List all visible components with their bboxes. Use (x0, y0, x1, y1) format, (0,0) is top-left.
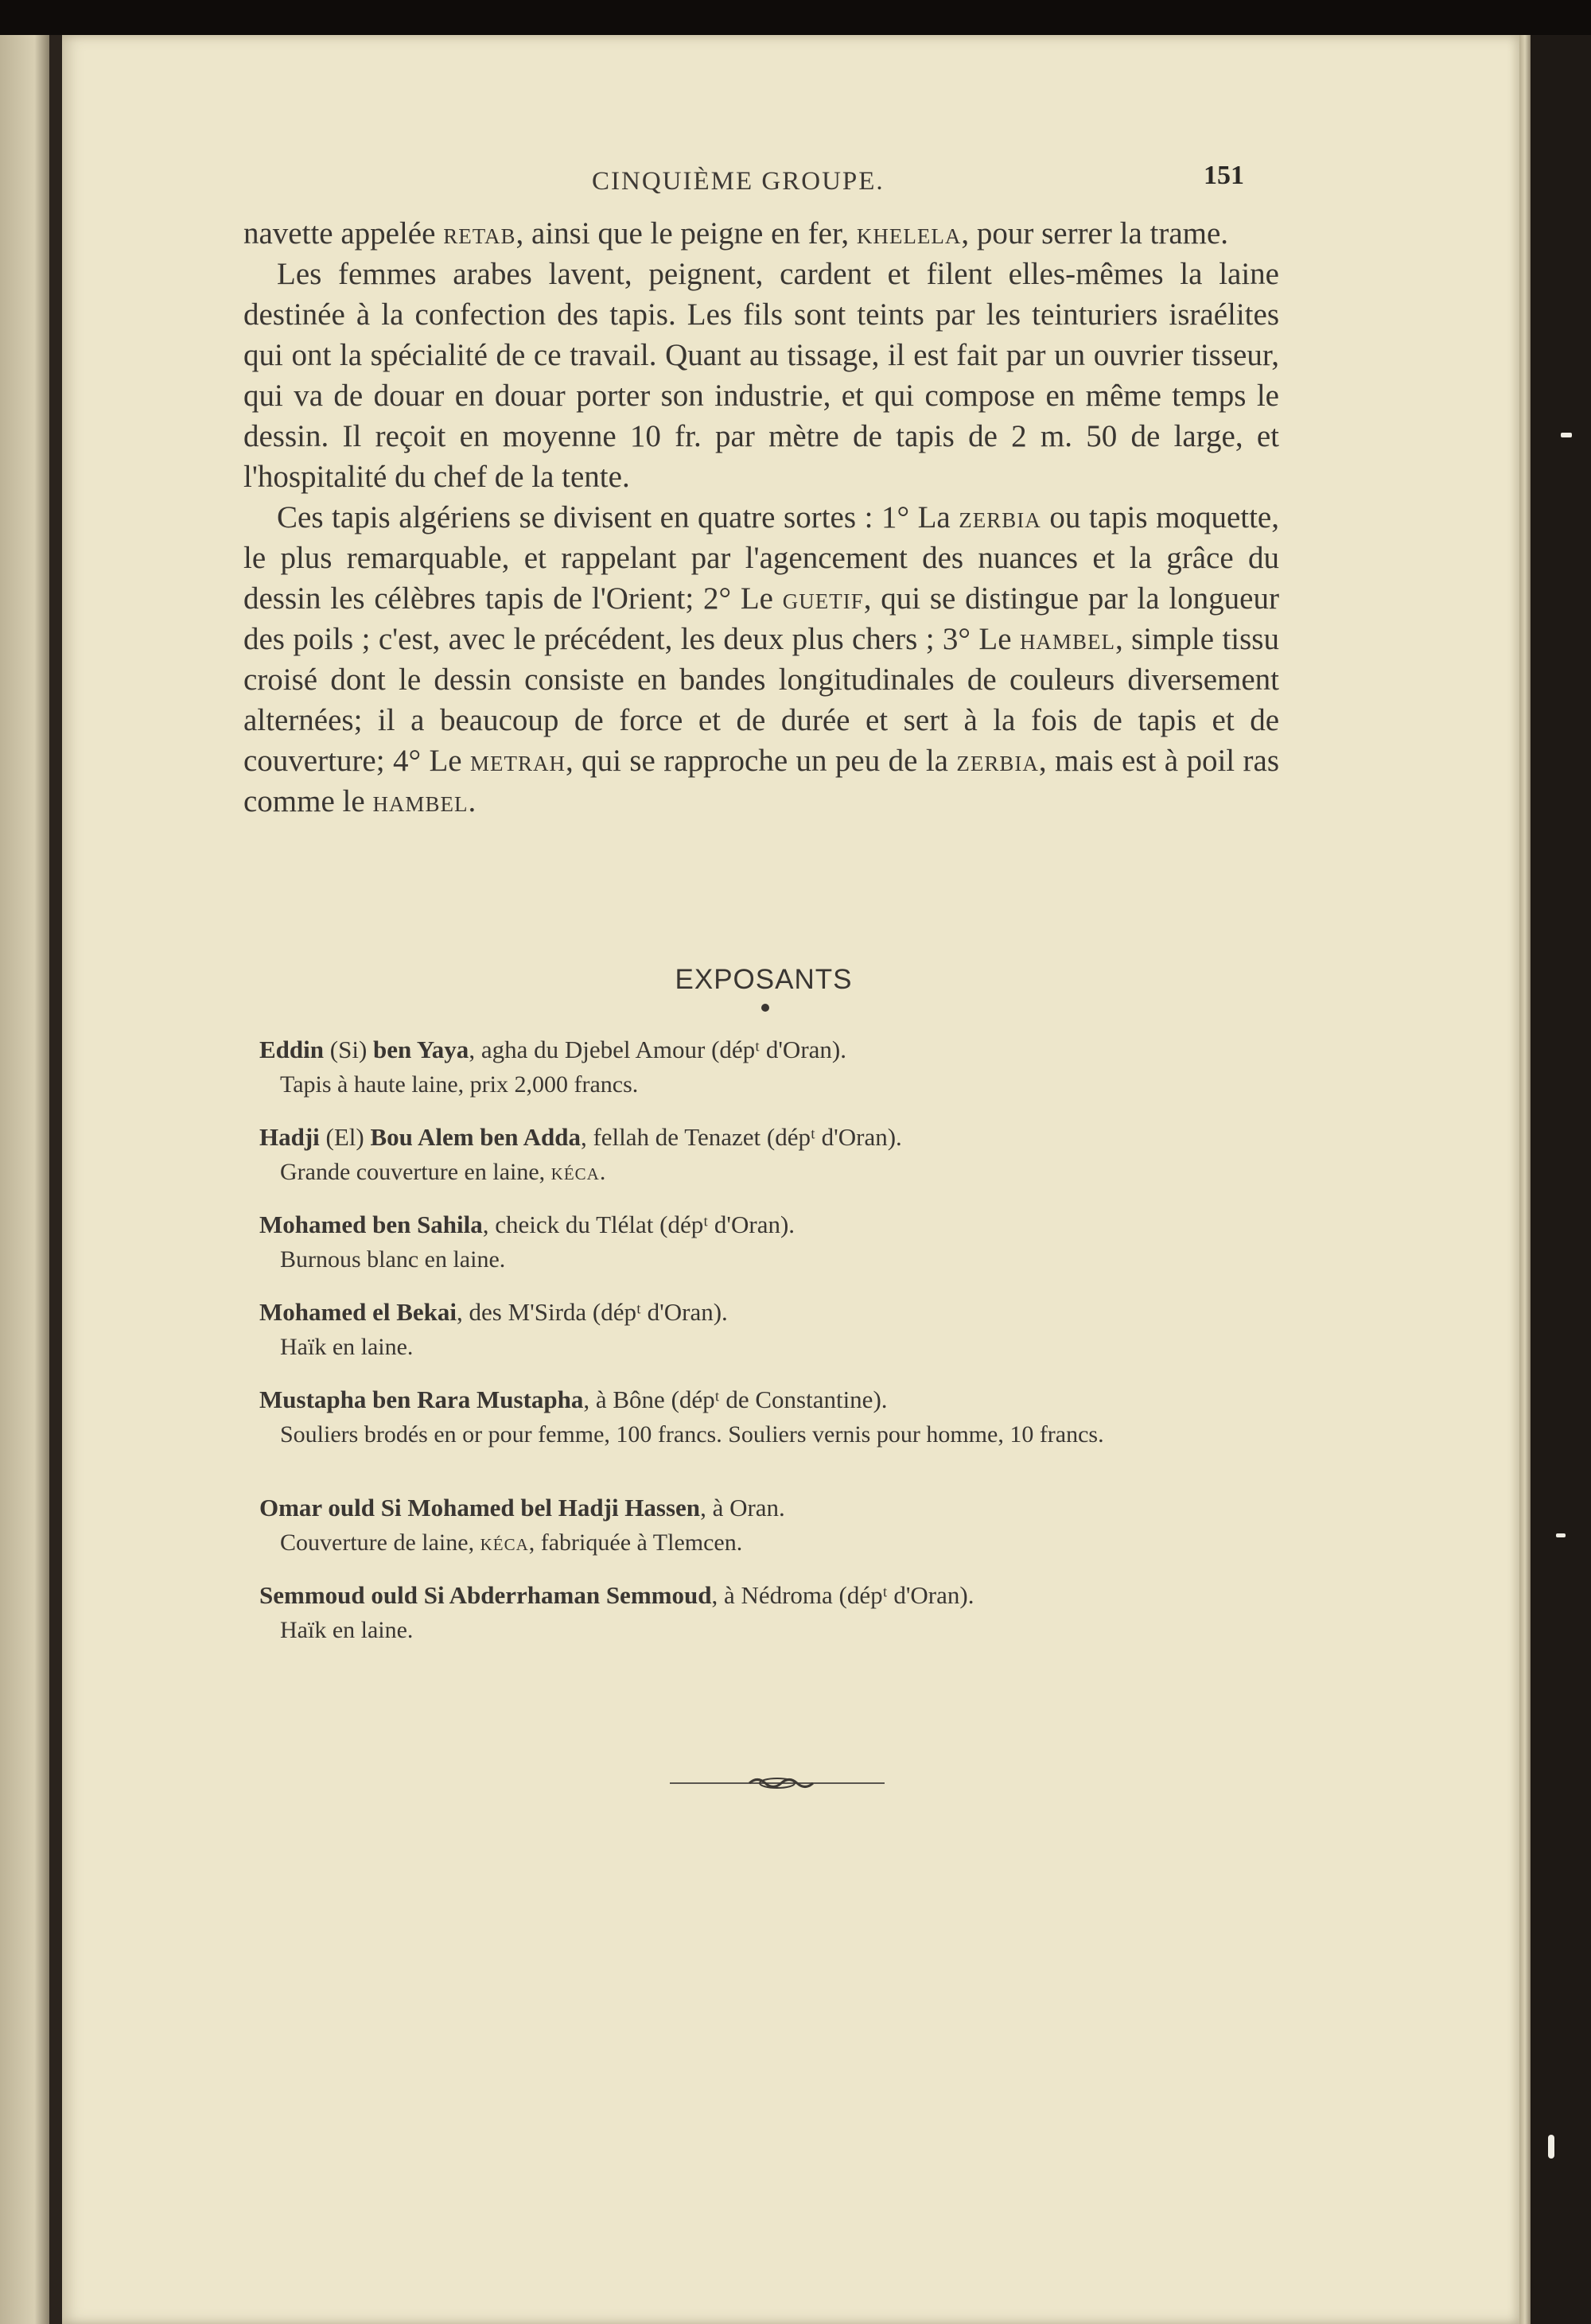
body-paragraph (243, 254, 1279, 497)
text-run: Souliers brodés en or pour femme, 100 francs. Souliers vernis pour homme, 10 francs. (280, 1421, 1104, 1448)
scan-mark (1556, 1533, 1566, 1537)
exhibitor-description (259, 1155, 1293, 1190)
exhibitor-name: Eddin (259, 1036, 325, 1063)
exhibitor-location: , fellah de Tenazet (dépᵗ d'Oran). (580, 1123, 902, 1151)
exhibitor-heading (259, 1295, 1293, 1330)
exhibitor-heading (259, 1032, 1293, 1067)
exhibitor-name: Mustapha ben Rara Mustapha (259, 1385, 584, 1413)
exhibitor-name: Omar ould Si Mohamed bel Hadji Hassen (259, 1494, 701, 1521)
body-paragraph (243, 497, 1279, 822)
small-caps-term: kéca (550, 1159, 600, 1185)
exhibitor-title: (El) (319, 1123, 371, 1151)
page-edge (1519, 35, 1531, 2324)
exhibitor-name: Bou Alem ben Adda (370, 1123, 581, 1151)
exhibitor-heading (259, 1120, 1293, 1155)
exhibitor-entry (259, 1490, 1293, 1560)
exhibitor-location: , à Nédroma (dépᵗ d'Oran). (711, 1581, 974, 1609)
exhibitor-name: Mohamed ben Sahila (259, 1211, 483, 1238)
text-run: Grande couverture en laine, (280, 1159, 551, 1185)
exhibitor-heading (259, 1578, 1293, 1613)
exhibitor-entry (259, 1032, 1293, 1102)
exhibitor-location: , à Bône (dépᵗ de Constantine). (583, 1385, 888, 1413)
exhibitor-description (259, 1417, 1293, 1452)
running-head: CINQUIÈME GROUPE. (592, 167, 885, 196)
exhibitor-entry (259, 1207, 1293, 1277)
text-run: Tapis à haute laine, prix 2,000 francs. (280, 1071, 639, 1098)
exhibitor-description (259, 1613, 1293, 1648)
text-run: ou tapis moquette, le plus remarquable, et rappelant par l'agencement des nuances et la grâce du dessin les célèbres tapis de l'Orient; 2° Le (243, 500, 1279, 616)
text-run: , pour serrer la trame. (961, 216, 1229, 251)
text-run: Ces tapis algériens se divisent en quatre sortes : 1° La (277, 500, 959, 534)
page-number: 151 (1204, 161, 1244, 190)
scan-background-right (1531, 35, 1591, 2324)
text-run: , fabriquée à Tlemcen. (528, 1529, 743, 1556)
exhibitor-location: , à Oran. (700, 1494, 785, 1521)
text-run: Couverture de laine, (280, 1529, 480, 1556)
text-run: Haïk en laine. (280, 1334, 414, 1360)
text-run: Haïk en laine. (280, 1617, 414, 1643)
text-run: , qui se rapproche un peu de la (565, 744, 957, 778)
section-heading: EXPOSANTS (675, 964, 853, 995)
exhibitor-heading (259, 1382, 1293, 1417)
exhibitor-name: ben Yaya (373, 1036, 469, 1063)
exhibitor-entry (259, 1578, 1293, 1648)
text-run: navette appelée (243, 216, 444, 251)
text-run: , simple tissu croisé dont le dessin consiste en bandes longitudinales de couleurs diversement alternées; il a beaucoup de force et de durée et sert à la fois de tapis et de couverture; 4° Le (243, 622, 1279, 778)
text-run: Les femmes arabes lavent, peignent, cardent et filent elles-mêmes la laine destinée à la confection des tapis. Les fils sont teints par les teinturiers israélites qui ont la spécialité de ce travail. Quant au tissage, il est fait par un ouvrier tisseur, qui va de douar en douar porter son industrie, et qui compose en même temps le dessin. Il reçoit en moyenne 10 fr. par mètre de tapis de 2 m. 50 de large, et l'hospitalité du chef de la tente. (243, 257, 1279, 494)
exhibitor-entry (259, 1295, 1293, 1365)
text-run: , mais est à poil ras comme le (243, 744, 1279, 818)
small-caps-term: retab (443, 216, 516, 251)
body-paragraph (243, 213, 1279, 254)
book-gutter (49, 35, 62, 2324)
small-caps-term: zerbia (956, 744, 1039, 778)
exhibitor-name: Semmoud ould Si Abderrhaman Semmoud (259, 1581, 712, 1609)
text-run: . (468, 784, 477, 818)
exhibitor-entry (259, 1120, 1293, 1190)
text-run: , qui se distingue par la longueur des poils ; c'est, avec le précédent, les deux plus chers ; 3° Le (243, 581, 1279, 656)
small-caps-term: kéca (480, 1529, 529, 1556)
small-caps-term: hambel (1019, 622, 1115, 656)
exhibitor-description (259, 1242, 1293, 1277)
scan-background (0, 0, 1591, 35)
exhibitor-name: Mohamed el Bekai (259, 1298, 457, 1326)
facing-page-edge (0, 35, 49, 2324)
body-text (243, 213, 1279, 822)
small-caps-term: metrah (469, 744, 566, 778)
small-caps-term: hambel (372, 784, 469, 818)
heading-dot (761, 1004, 769, 1012)
exhibitor-description (259, 1330, 1293, 1365)
text-run: , ainsi que le peigne en fer, (515, 216, 857, 251)
small-caps-term: guetif (782, 581, 864, 616)
small-caps-term: zerbia (959, 500, 1041, 534)
ornament-divider (670, 1774, 885, 1793)
exhibitor-description (259, 1067, 1293, 1102)
text-run: Burnous blanc en laine. (280, 1246, 506, 1273)
exhibitor-entry (259, 1382, 1293, 1452)
exhibitor-location: , cheick du Tlélat (dépᵗ d'Oran). (482, 1211, 796, 1238)
exhibitor-title: (Si) (324, 1036, 374, 1063)
scan-mark (1561, 433, 1572, 437)
scan-mark (1548, 2135, 1554, 2159)
exhibitor-location: , agha du Djebel Amour (dépᵗ d'Oran). (469, 1036, 846, 1063)
exhibitor-heading (259, 1490, 1293, 1525)
small-caps-term: khelela (856, 216, 962, 251)
exhibitor-heading (259, 1207, 1293, 1242)
text-run: . (599, 1159, 606, 1185)
exhibitor-description (259, 1525, 1293, 1560)
exhibitor-name: Hadji (259, 1123, 320, 1151)
exhibitor-location: , des M'Sirda (dépᵗ d'Oran). (457, 1298, 728, 1326)
